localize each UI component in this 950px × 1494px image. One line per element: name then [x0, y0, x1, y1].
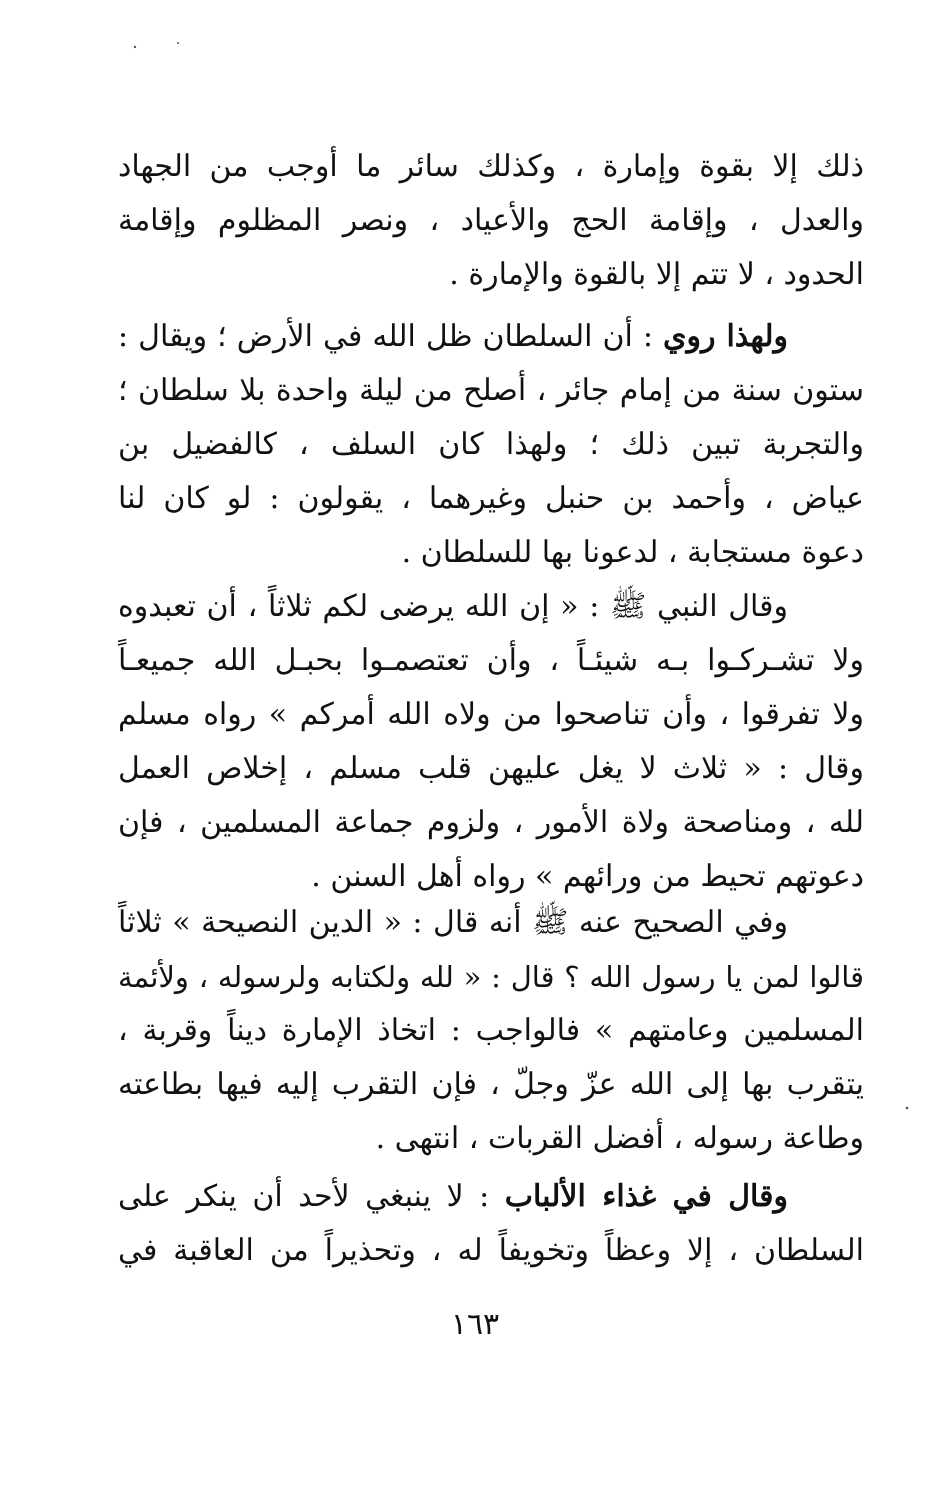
text-line [118, 1170, 864, 1224]
paragraph-lead: ولهذا روي [663, 319, 788, 354]
text-line: دعوتهم تحيط من ورائهم » رواه أهل السنن . [311, 859, 864, 894]
text-line: ستون سنة من إمام جائر ، أصلح من ليلة واحدة بلا سلطان ؛ [118, 373, 864, 408]
line-rest: : لا ينبغي لأحد أن ينكر على [118, 1179, 505, 1214]
text-line: ولا تشـركـوا بـه شيئـاً ، وأن تعتصمـوا بحبـل الله جميعـاً [118, 643, 864, 678]
speck [177, 42, 179, 44]
text-line: والعدل ، وإقامة الحج والأعياد ، ونصر المظلوم وإقامة [118, 203, 864, 238]
text-line: دعوة مستجابة ، لدعونا بها للسلطان . [401, 535, 864, 570]
speck [134, 46, 136, 48]
text-line: يتقرب بها إلى الله عزّ وجلّ ، فإن التقرب إليه فيها بطاعته [118, 1067, 864, 1102]
text-line: وطاعة رسوله ، أفضل القربات ، انتهى . [375, 1121, 864, 1156]
text-line: الحدود ، لا تتم إلا بالقوة والإمارة . [449, 257, 864, 292]
text-line: ذلك إلا بقوة وإمارة ، وكذلك سائر ما أوجب من الجهاد [118, 149, 864, 184]
text-line: قالوا لمن يا رسول الله ؟ قال : « لله ولكتابه ولرسوله ، ولأئمة [118, 960, 864, 994]
text-line: وقال النبي ﷺ : « إن الله يرضى لكم ثلاثاً ، أن تعبدوه [118, 589, 788, 624]
page-number: ١٦٣ [450, 1307, 500, 1342]
paragraph-4 [118, 896, 864, 1166]
text-line: وفي الصحيح عنه ﷺ أنه قال : « الدين النصيحة » ثلاثاً [118, 905, 788, 940]
paragraph-1 [118, 140, 864, 302]
text-line: المسلمين وعامتهم » فالواجب : اتخاذ الإمارة ديناً وقربة ، [118, 1013, 864, 1048]
text-line: عياض ، وأحمد بن حنبل وغيرهما ، يقولون : لو كان لنا [118, 481, 864, 516]
paragraph-5 [118, 1170, 864, 1278]
text-line: وقال : « ثلاث لا يغل عليهن قلب مسلم ، إخلاص العمل [118, 751, 864, 786]
text-line: ولا تفرقوا ، وأن تناصحوا من ولاه الله أمركم » رواه مسلم [118, 697, 864, 732]
paragraph-3 [118, 580, 864, 904]
speck [906, 1107, 909, 1110]
text-line: لله ، ومناصحة ولاة الأمور ، ولزوم جماعة المسلمين ، فإن [118, 805, 864, 840]
text-line [118, 310, 864, 364]
text-line: والتجربة تبين ذلك ؛ ولهذا كان السلف ، كالفضيل بن [118, 427, 864, 462]
paragraph-2 [118, 310, 864, 580]
paragraph-lead: وقال في غذاء الألباب [504, 1179, 789, 1214]
text-line: السلطان ، إلا وعظاً وتخويفاً له ، وتحذيراً من العاقبة في [118, 1233, 864, 1268]
line-rest: : أن السلطان ظل الله في الأرض ؛ ويقال : [118, 319, 664, 354]
